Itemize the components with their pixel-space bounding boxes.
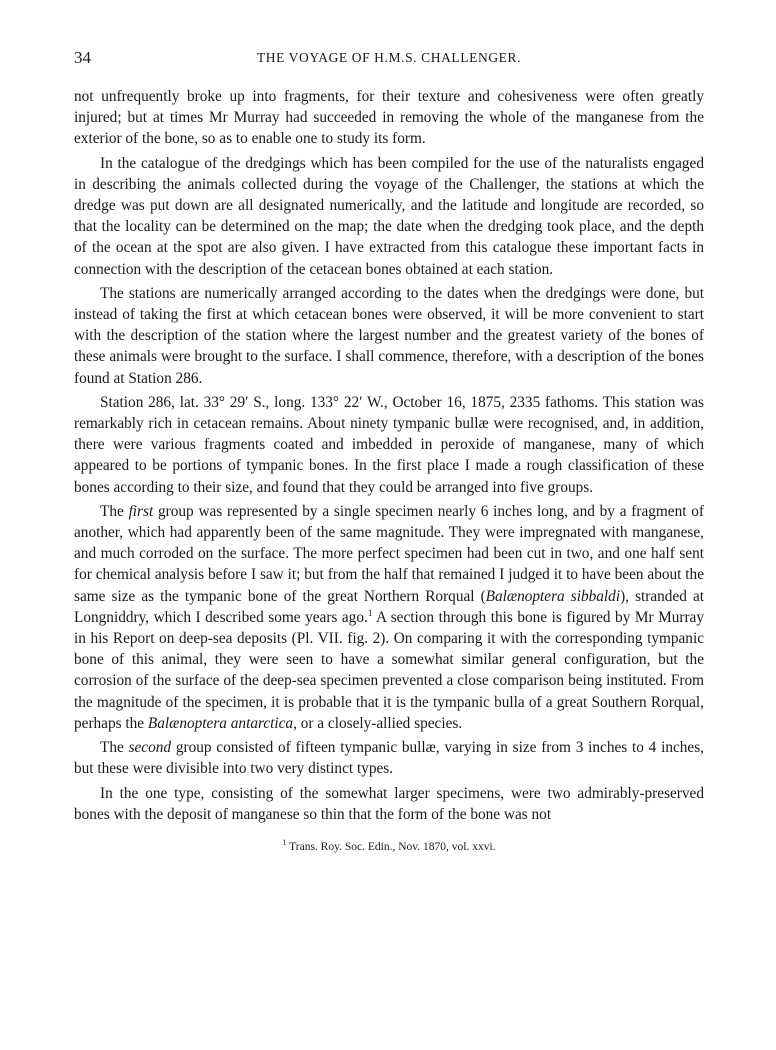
emphasis-second: second <box>128 739 172 757</box>
paragraph-continuation: not unfrequently broke up into fragments, for their texture and cohesiveness were often greatly injured; but at times Mr Murray had succeeded in removing the whole of the manganese from the exterior of the bone, so as to enable one to study its form. <box>74 88 704 148</box>
emphasis-first: first <box>128 502 154 520</box>
body-text <box>74 86 704 825</box>
paragraph-station-286: Station 286, lat. 33° 29′ S., long. 133° 22′ W., October 16, 1875, 2335 fathoms. This station was remarkably rich in cetacean remains. About ninety tympanic bullæ were recognised, and, in addition, there were various fragments coated and imbedded in peroxide of manganese, many of which appeared to be portions of tympanic bones. In the first place I made a rough classification of these bones according to their size, and found that they could be arranged into five groups. <box>74 393 704 496</box>
paragraph-catalogue: In the catalogue of the dredgings which has been compiled for the use of the naturalists engaged in describing the animals collected during the voyage of the Challenger, the stations at which the dredge was put down are all designated numerically, and the latitude and longitude are recorded, so that the locality can be determined on the map; the date when the dredging took place, and the depth of the ocean at the spot are also given. I have extracted from this catalogue these important facts in connection with the description of the cetacean bones obtained at each station. <box>74 154 704 278</box>
paragraph-one-type: In the one type, consisting of the somewhat larger specimens, were two admirably-preserved bones with the deposit of manganese so thin that the form of the bone was not <box>74 784 704 823</box>
footnote-text: Trans. Roy. Soc. Edin., Nov. 1870, vol. xxvi. <box>289 840 496 853</box>
running-head: THE VOYAGE OF H.M.S. CHALLENGER. <box>256 50 522 65</box>
page-number: 34 <box>74 48 91 67</box>
species-name: Balænoptera sibbaldi <box>485 587 621 605</box>
page <box>74 48 704 853</box>
footnote-reference: 1 <box>367 607 373 618</box>
paragraph-second-group: The second group consisted of fifteen tympanic bullæ, varying in size from 3 inches to 4 inches, but these were divisible into two very distinct types. <box>74 739 704 778</box>
species-name: Balænoptera antarctica <box>147 714 294 732</box>
footnote-marker: 1 <box>282 837 287 847</box>
paragraph-stations: The stations are numerically arranged according to the dates when the dredgings were done, but instead of taking the first at which cetacean bones were observed, it will be more convenient to start with the description of the station where the largest number and the greatest variety of the bones of these animals were brought to the surface. I shall commence, therefore, with a description of the bones found at Station 286. <box>74 284 704 387</box>
page-header <box>74 48 704 72</box>
footnote <box>74 838 704 853</box>
footnote-separator <box>74 828 704 834</box>
paragraph-first-group: The first group was represented by a single specimen nearly 6 inches long, and by a fragment of another, which had apparently been of the same magnitude. They were impregnated with manganese, and much corroded on the surface. The more perfect specimen had been cut in two, and one half sent for chemical analysis before I saw it; but from the half that remained I judged it to have been about the same size as the tympanic bone of the great Northern Rorqual (Balænoptera sibbaldi), stranded at Longniddry, which I described some years ago.$^1$ A section through this bone is figured by Mr Murray in his Report on deep-sea deposits (Pl. VII. fig. 2). On comparing it with the corresponding tympanic bone of this animal, they were seen to have a somewhat similar general configuration, but the corrosion of the surface of the deep-sea specimen prevented a close comparison being instituted. From the magnitude of the specimen, it is probable that it is the tympanic bulla of a great Southern Rorqual, perhaps the Balænoptera antarctica, or a closely-allied species. <box>74 502 704 732</box>
